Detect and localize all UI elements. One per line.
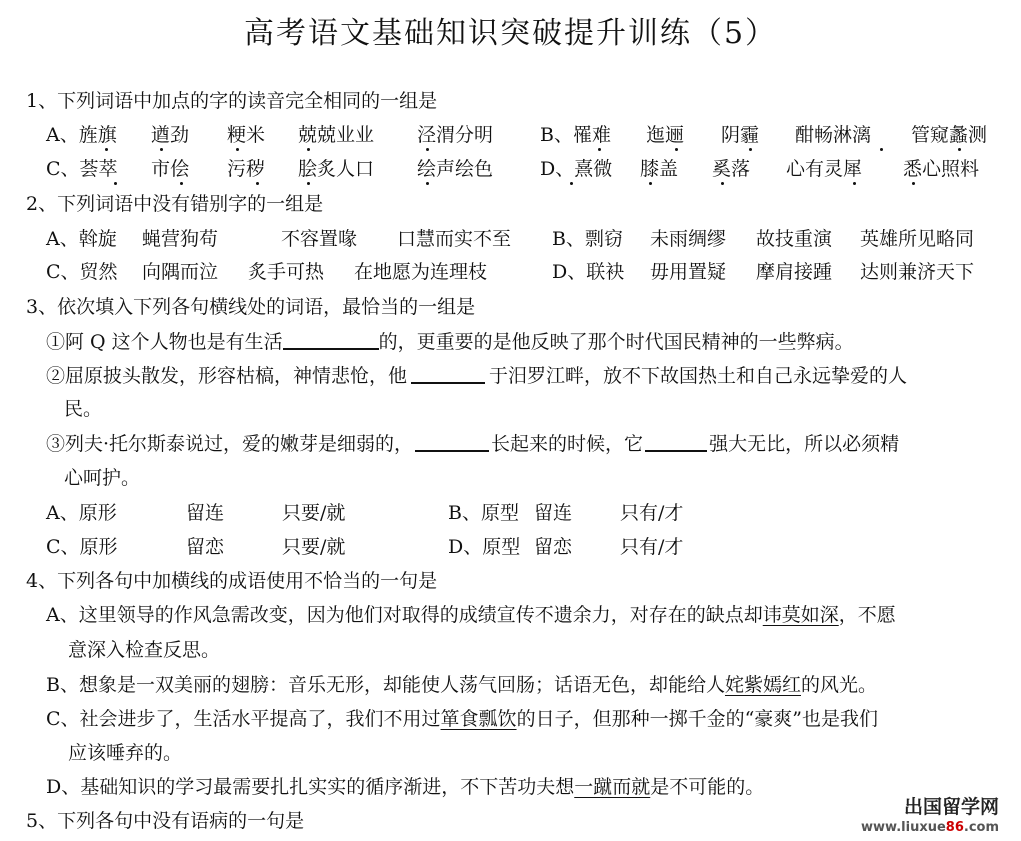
- q4-option-c: [46, 706, 878, 732]
- q2-opt-d-word4: 达则兼济天下: [860, 261, 975, 283]
- emphasis-dot: [649, 182, 652, 185]
- q1-opt-a-word4: 兢兢业业: [298, 124, 375, 146]
- emphasis-dot: [180, 182, 183, 185]
- q3-opt-b-word2: 留连: [534, 502, 573, 524]
- q3-sentence-3: [46, 431, 899, 457]
- q2-opt-c-word4: 在地愿为连理枝: [354, 261, 488, 283]
- q1-opt-b-word3: 阴霾: [721, 124, 760, 146]
- emphasis-dot: [256, 182, 259, 185]
- emphasis-dot: [853, 182, 856, 185]
- q1-opt-c-word2: 市侩: [151, 158, 190, 180]
- q1-opt-a-word1: A、旌旗: [46, 124, 117, 146]
- q4-a-text2: ，不愿: [838, 604, 896, 626]
- q1-opt-d-word2: 膝盖: [640, 158, 679, 180]
- watermark-logo-text: 出国留学网: [903, 796, 999, 818]
- q1-opt-b-word4: 酣畅淋漓: [795, 124, 872, 146]
- q4-option-b: [46, 672, 877, 698]
- q2-opt-a-word1: A、斡旋: [46, 228, 117, 250]
- q4-b-idiom: 姹紫嫣红: [724, 674, 801, 696]
- emphasis-dot: [749, 148, 752, 151]
- emphasis-dot: [570, 182, 573, 185]
- q4-b-text1: B、想象是一双美丽的翅膀：音乐无形，却能使人荡气回肠；话语无色，却能给人: [46, 674, 725, 696]
- emphasis-dot: [105, 148, 108, 151]
- q3-s2-part1: ②屈原披头散发，形容枯槁，神情悲怆，他: [46, 365, 408, 387]
- emphasis-dot: [236, 148, 239, 151]
- q1-opt-c-word3: 污秽: [227, 158, 266, 180]
- watermark-url: [861, 820, 999, 835]
- q4-c-text1: C、社会进步了，生活水平提高了，我们不用过: [46, 708, 441, 730]
- emphasis-dot: [307, 148, 310, 151]
- q4-d-text2: 是不可能的。: [650, 776, 765, 798]
- emphasis-dot: [307, 182, 310, 185]
- q2-opt-b-word2: 未雨绸缪: [650, 228, 727, 250]
- q3-sentence-1: [46, 329, 854, 355]
- q3-opt-d-word2: 留恋: [534, 536, 573, 558]
- q3-stem: 3、依次填入下列各句横线处的词语，最恰当的一组是: [26, 296, 476, 318]
- q1-opt-b-word2: 迤逦: [646, 124, 685, 146]
- q2-opt-d-word3: 摩肩接踵: [756, 261, 833, 283]
- q1-opt-b-word1: B、罹难: [540, 124, 611, 146]
- q3-opt-b-word1: B、原型: [448, 502, 519, 524]
- q4-option-a: [46, 602, 896, 628]
- emphasis-dot: [958, 148, 961, 151]
- q2-opt-c-word2: 向隅而泣: [142, 261, 219, 283]
- q1-opt-c-word1: C、荟萃: [46, 158, 118, 180]
- q4-b-text2: 的风光。: [800, 674, 877, 696]
- q2-stem: 2、下列词语中没有错别字的一组是: [26, 193, 324, 215]
- emphasis-dot: [675, 148, 678, 151]
- q3-s1-part2: 的，更重要的是他反映了那个时代国民精神的一些弊病。: [378, 331, 854, 353]
- emphasis-dot: [426, 148, 429, 151]
- q3-opt-c-word1: C、原形: [46, 536, 118, 558]
- q1-opt-c-word4: 脍炙人口: [298, 158, 375, 180]
- q3-s3-part3: 强大无比，所以必须精: [709, 433, 900, 455]
- emphasis-dot: [721, 182, 724, 185]
- q1-opt-d-word4: 心有灵犀: [786, 158, 863, 180]
- q2-opt-d-word2: 毋用置疑: [650, 261, 727, 283]
- fill-blank: [645, 432, 707, 452]
- q3-s1-part1: ①阿 Q 这个人物也是有生活: [46, 331, 283, 353]
- q2-opt-b-word1: B、剽窃: [552, 228, 623, 250]
- watermark-url-part2: 86: [945, 820, 964, 835]
- q2-opt-a-word3: 不容置喙: [281, 228, 358, 250]
- q3-s3-part2: 长起来的时候，它: [491, 433, 644, 455]
- q2-opt-a-word2: 蝇营狗苟: [142, 228, 219, 250]
- q4-a-text1: A、这里领导的作风急需改变，因为他们对取得的成绩宣传不遗余力，对存在的缺点却: [46, 604, 763, 626]
- q4-d-idiom: 一蹴而就: [574, 776, 651, 798]
- q3-s2-part3: 民。: [64, 398, 103, 420]
- q3-opt-a-word2: 留连: [186, 502, 225, 524]
- q4-a-idiom: 讳莫如深: [762, 604, 839, 626]
- q3-opt-d-word3: 只有/才: [620, 536, 684, 558]
- emphasis-dot: [598, 148, 601, 151]
- q1-opt-a-word2: 遒劲: [151, 124, 190, 146]
- watermark-url-part1: www.liuxue: [861, 820, 946, 835]
- q3-opt-a-word1: A、原形: [46, 502, 117, 524]
- q1-opt-a-word5: 泾渭分明: [417, 124, 494, 146]
- q4-c-text2: 的日子，但那种一掷千金的“豪爽”也是我们: [516, 708, 878, 730]
- q4-c-text3: 应该唾弃的。: [68, 742, 183, 764]
- q4-a-text3: 意深入检查反思。: [68, 639, 221, 661]
- q2-opt-b-word4: 英雄所见略同: [860, 228, 975, 250]
- q3-sentence-2: [46, 363, 907, 389]
- page-title: 高考语文基础知识突破提升训练（5）: [243, 16, 778, 51]
- q1-opt-a-word3: 粳米: [227, 124, 266, 146]
- emphasis-dot: [426, 182, 429, 185]
- fill-blank: [283, 330, 379, 350]
- watermark-url-part3: .com: [963, 820, 999, 835]
- q2-opt-d-word1: D、联袂: [552, 261, 625, 283]
- q5-stem: 5、下列各句中没有语病的一句是: [26, 810, 305, 832]
- q3-opt-d-word1: D、原型: [448, 536, 521, 558]
- q1-opt-d-word1: D、熹微: [540, 158, 613, 180]
- q3-opt-c-word2: 留恋: [186, 536, 225, 558]
- q2-opt-c-word3: 炙手可热: [248, 261, 325, 283]
- q3-s3-part1: ③列夫·托尔斯泰说过，爱的嫩芽是细弱的，: [46, 433, 414, 455]
- q2-opt-b-word3: 故技重演: [756, 228, 833, 250]
- fill-blank: [411, 364, 485, 384]
- q1-opt-c-word5: 绘声绘色: [417, 158, 494, 180]
- q3-opt-c-word3: 只要/就: [282, 536, 346, 558]
- q4-d-text1: D、基础知识的学习最需要扎扎实实的循序渐进，不下苦功夫想: [46, 776, 575, 798]
- q3-s3-part4: 心呵护。: [64, 467, 141, 489]
- q4-option-d: [46, 774, 764, 800]
- emphasis-dot: [880, 148, 883, 151]
- emphasis-dot: [114, 182, 117, 185]
- emphasis-dot: [912, 182, 915, 185]
- emphasis-dot: [160, 148, 163, 151]
- q2-opt-c-word1: C、贸然: [46, 261, 118, 283]
- q1-opt-d-word3: 奚落: [712, 158, 751, 180]
- q1-opt-b-word5: 管窥蠡测: [911, 124, 988, 146]
- q3-opt-b-word3: 只有/才: [620, 502, 684, 524]
- q3-s2-part2: 于汨罗江畔，放不下故国热土和自己永远挚爱的人: [489, 365, 908, 387]
- fill-blank: [415, 432, 489, 452]
- q4-c-idiom: 箪食瓢饮: [440, 708, 517, 730]
- q2-opt-a-word4: 口慧而实不至: [397, 228, 512, 250]
- q4-stem: 4、下列各句中加横线的成语使用不恰当的一句是: [26, 570, 438, 592]
- q1-stem: 1、下列词语中加点的字的读音完全相同的一组是: [26, 90, 438, 112]
- q1-opt-d-word5: 悉心照料: [903, 158, 980, 180]
- q3-opt-a-word3: 只要/就: [282, 502, 346, 524]
